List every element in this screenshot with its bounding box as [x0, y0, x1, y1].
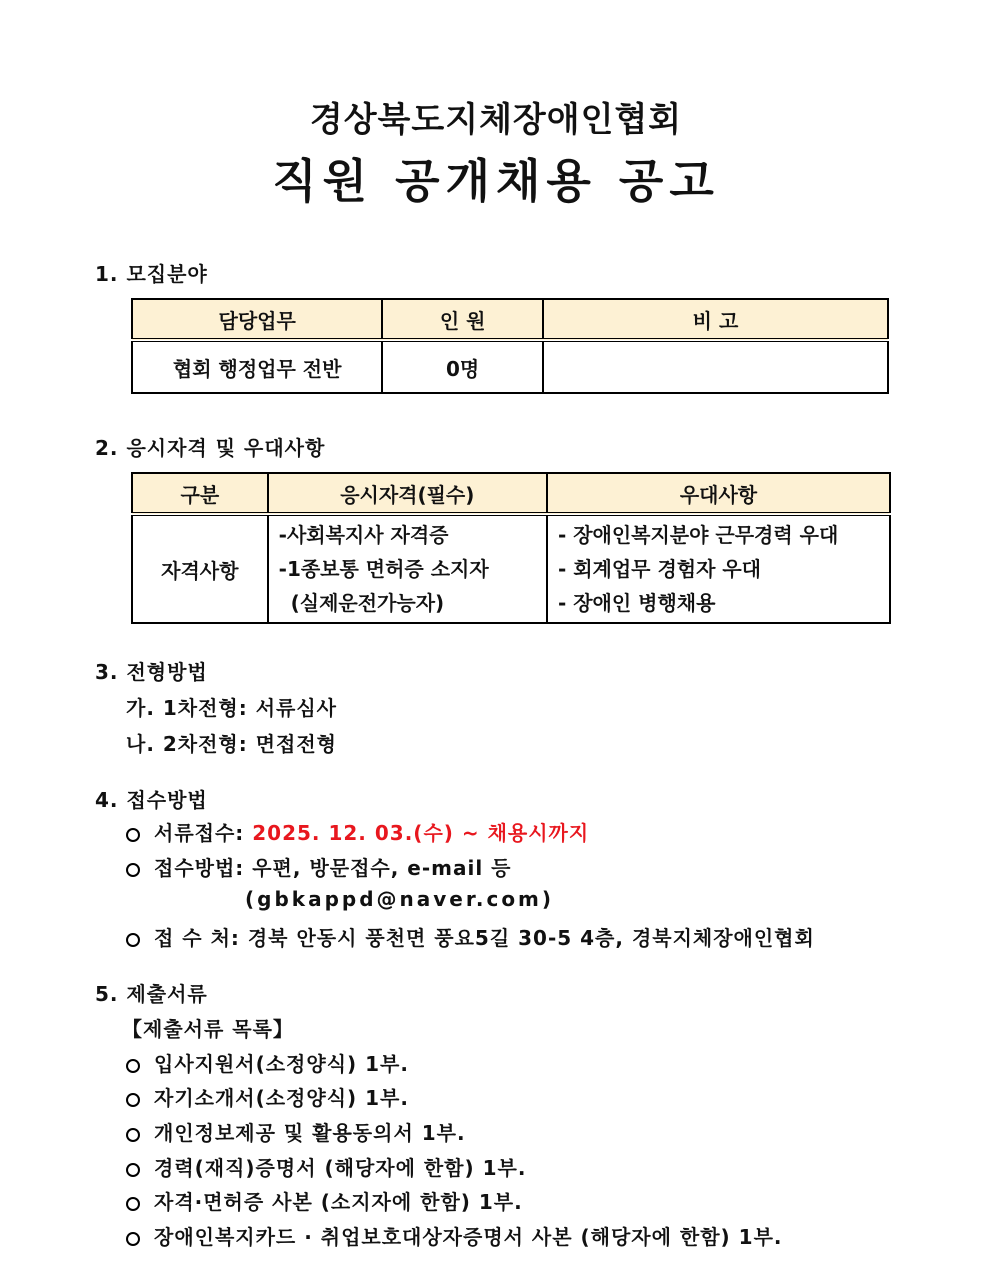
- column-header: 응시자격(필수): [268, 473, 547, 514]
- screening-item: 가. 1차전형: 서류심사: [126, 696, 337, 720]
- table-cell: [543, 340, 888, 393]
- circle-bullet-icon: [126, 1059, 140, 1073]
- circle-bullet-icon: [126, 1163, 140, 1177]
- circle-bullet-icon: [126, 1232, 140, 1246]
- page-title: 직원 공개채용 공고: [272, 154, 720, 208]
- document-item: [126, 1152, 526, 1181]
- circle-bullet-icon: [126, 863, 140, 877]
- column-header: 우대사항: [547, 473, 890, 514]
- section-3-heading: 3. 전형방법: [95, 660, 208, 684]
- document-item-text: 입사지원서(소정양식) 1부.: [154, 1052, 409, 1076]
- period-label: 서류접수:: [154, 821, 253, 845]
- contact-email: (gbkappd@naver.com): [245, 887, 555, 911]
- circle-bullet-icon: [126, 828, 140, 842]
- category-cell: 자격사항: [132, 514, 268, 623]
- required-item: -사회복지사 자격증: [278, 523, 449, 547]
- screening-item: 나. 2차전형: 면접전형: [126, 732, 337, 756]
- document-item: [126, 1117, 466, 1146]
- document-item-text: 자기소개서(소정양식) 1부.: [154, 1086, 409, 1110]
- document-item: [126, 1221, 783, 1250]
- column-header: 담당업무: [132, 299, 382, 340]
- required-cell: [268, 514, 547, 623]
- table-cell: 협회 행정업무 전반: [132, 340, 382, 393]
- document-item-text: 경력(재직)증명서 (해당자에 한함) 1부.: [154, 1156, 527, 1180]
- preferred-item: - 회계업무 경험자 우대: [557, 557, 762, 581]
- preferred-cell: [547, 514, 890, 623]
- section-5-heading: 5. 제출서류: [95, 982, 208, 1006]
- qualification-table: [131, 472, 891, 624]
- circle-bullet-icon: [126, 933, 140, 947]
- place-text: 접 수 처: 경북 안동시 풍천면 풍요5길 30-5 4층, 경북지체장애인협회: [154, 926, 815, 950]
- document-item-text: 개인정보제공 및 활용동의서 1부.: [154, 1121, 466, 1145]
- application-period: [126, 817, 589, 846]
- document-item: [126, 1186, 523, 1215]
- preferred-item: - 장애인복지분야 근무경력 우대: [557, 523, 839, 547]
- document-item-text: 장애인복지카드 · 취업보호대상자증명서 사본 (해당자에 한함) 1부.: [154, 1225, 783, 1249]
- circle-bullet-icon: [126, 1128, 140, 1142]
- section-2-heading: 2. 응시자격 및 우대사항: [95, 436, 326, 460]
- period-value: 2025. 12. 03.(수) ~ 채용시까지: [252, 821, 590, 845]
- document-list-title: 【제출서류 목록】: [122, 1017, 294, 1041]
- application-place: [126, 922, 815, 951]
- column-header: 비 고: [543, 299, 888, 340]
- required-item: -1종보통 면허증 소지자: [278, 557, 489, 581]
- application-method: [126, 852, 511, 881]
- section-4-heading: 4. 접수방법: [95, 788, 208, 812]
- preferred-item: - 장애인 병행채용: [557, 591, 716, 615]
- required-item: (실제운전가능자): [290, 591, 445, 615]
- organization-name: 경상북도지체장애인협회: [309, 100, 683, 140]
- document-item: [126, 1082, 409, 1111]
- document-item-text: 자격·면허증 사본 (소지자에 한함) 1부.: [154, 1190, 523, 1214]
- table-cell: 0명: [382, 340, 543, 393]
- circle-bullet-icon: [126, 1093, 140, 1107]
- method-text: 접수방법: 우편, 방문접수, e-mail 등: [154, 856, 512, 880]
- section-1-heading: 1. 모집분야: [95, 262, 208, 286]
- circle-bullet-icon: [126, 1197, 140, 1211]
- recruitment-table: [131, 298, 889, 394]
- document-item: [126, 1048, 409, 1077]
- column-header: 인 원: [382, 299, 543, 340]
- column-header: 구분: [132, 473, 268, 514]
